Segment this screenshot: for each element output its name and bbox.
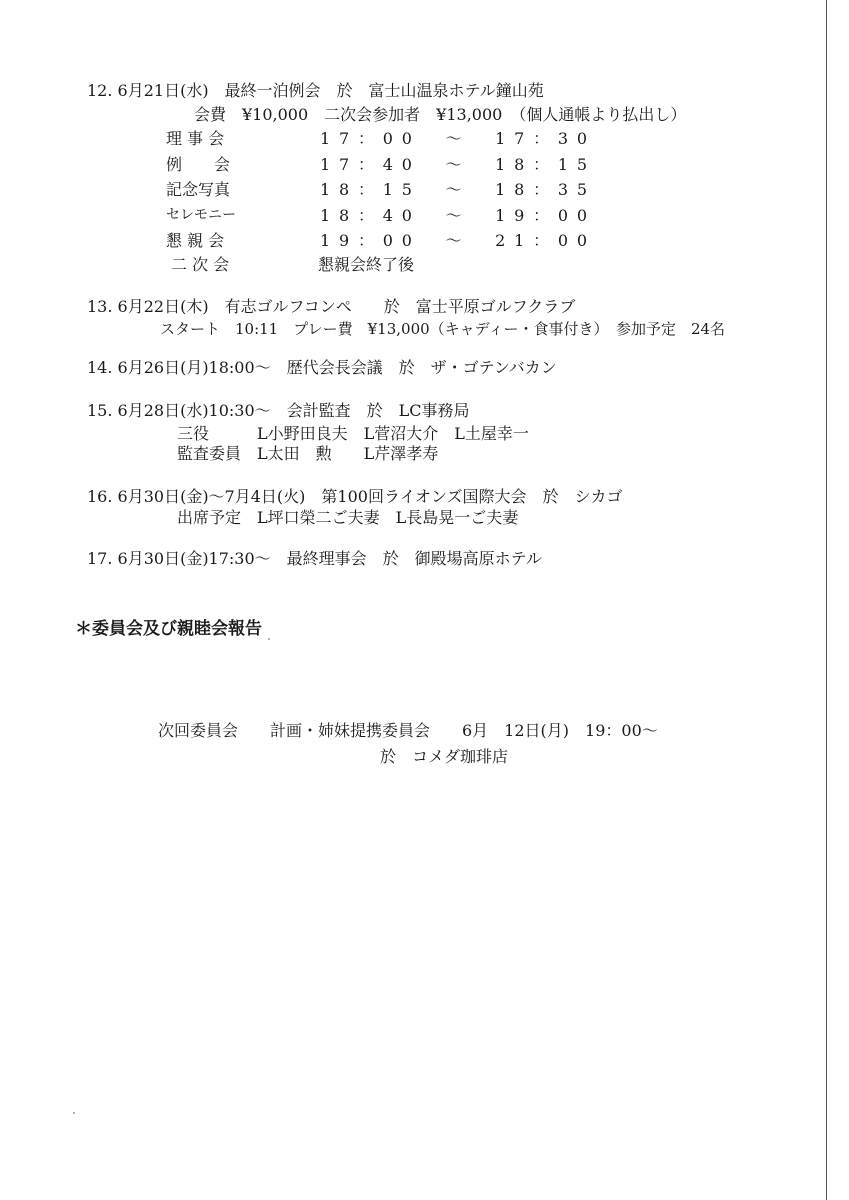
schedule-label: 記念写真 — [166, 180, 231, 199]
item-13-detail: スタート 10:11 プレー費 ¥13,000（キャディー・食事付き） 参加予定 24名 — [160, 320, 726, 338]
scan-speck — [268, 638, 270, 640]
item-15-line: 監査委員 L太田 勲 L芹澤孝寿 — [177, 444, 439, 463]
schedule-time: 19：00 ～ 21：00 — [320, 231, 596, 250]
item-16-title: 16. 6月30日(金)～7月4日(火) 第100回ライオンズ国際大会 於 シカゴ — [87, 487, 623, 506]
schedule-label: セレモニー — [166, 207, 236, 223]
item-12-title: 12. 6月21日(水) 最終一泊例会 於 富士山温泉ホテル鐘山苑 — [87, 81, 544, 100]
schedule-label: 例 会 — [166, 155, 231, 174]
schedule-time: 18：40 ～ 19：00 — [320, 206, 596, 225]
item-15-title: 15. 6月28日(水)10:30～ 会計監査 於 LC事務局 — [87, 401, 470, 420]
item-12-fee: 会費 ¥10,000 二次会参加者 ¥13,000 （個人通帳より払出し） — [194, 105, 687, 124]
schedule-label: 二 次 会 — [171, 255, 230, 274]
schedule-time: 懇親会終了後 — [318, 255, 415, 274]
item-17-title: 17. 6月30日(金)17:30～ 最終理事会 於 御殿場高原ホテル — [87, 549, 542, 568]
next-meeting-line1: 次回委員会 計画・姉妹提携委員会 6月 12日(月) 19：00～ — [158, 721, 658, 740]
schedule-label: 懇 親 会 — [166, 231, 225, 250]
item-14-title: 14. 6月26日(月)18:00～ 歴代会長会議 於 ザ・ゴテンバカン — [87, 358, 557, 377]
item-15-line: 三役 L小野田良夫 L菅沼大介 L土屋幸一 — [177, 424, 529, 443]
schedule-time: 18：15 ～ 18：35 — [320, 180, 596, 199]
item-13-title: 13. 6月22日(木) 有志ゴルフコンペ 於 富士平原ゴルフクラブ — [87, 297, 576, 316]
schedule-label: 理 事 会 — [166, 129, 225, 148]
schedule-time: 17：40 ～ 18：15 — [320, 155, 596, 174]
report-heading: ＊委員会及び親睦会報告 — [75, 619, 262, 639]
scan-edge-line — [826, 0, 827, 1200]
schedule-time: 17：00 ～ 17：30 — [320, 129, 596, 148]
next-meeting-line2: 於 コメダ珈琲店 — [380, 747, 509, 766]
scan-speck — [73, 1112, 75, 1114]
item-16-detail: 出席予定 L坪口榮二ご夫妻 L長島晃一ご夫妻 — [177, 508, 519, 527]
